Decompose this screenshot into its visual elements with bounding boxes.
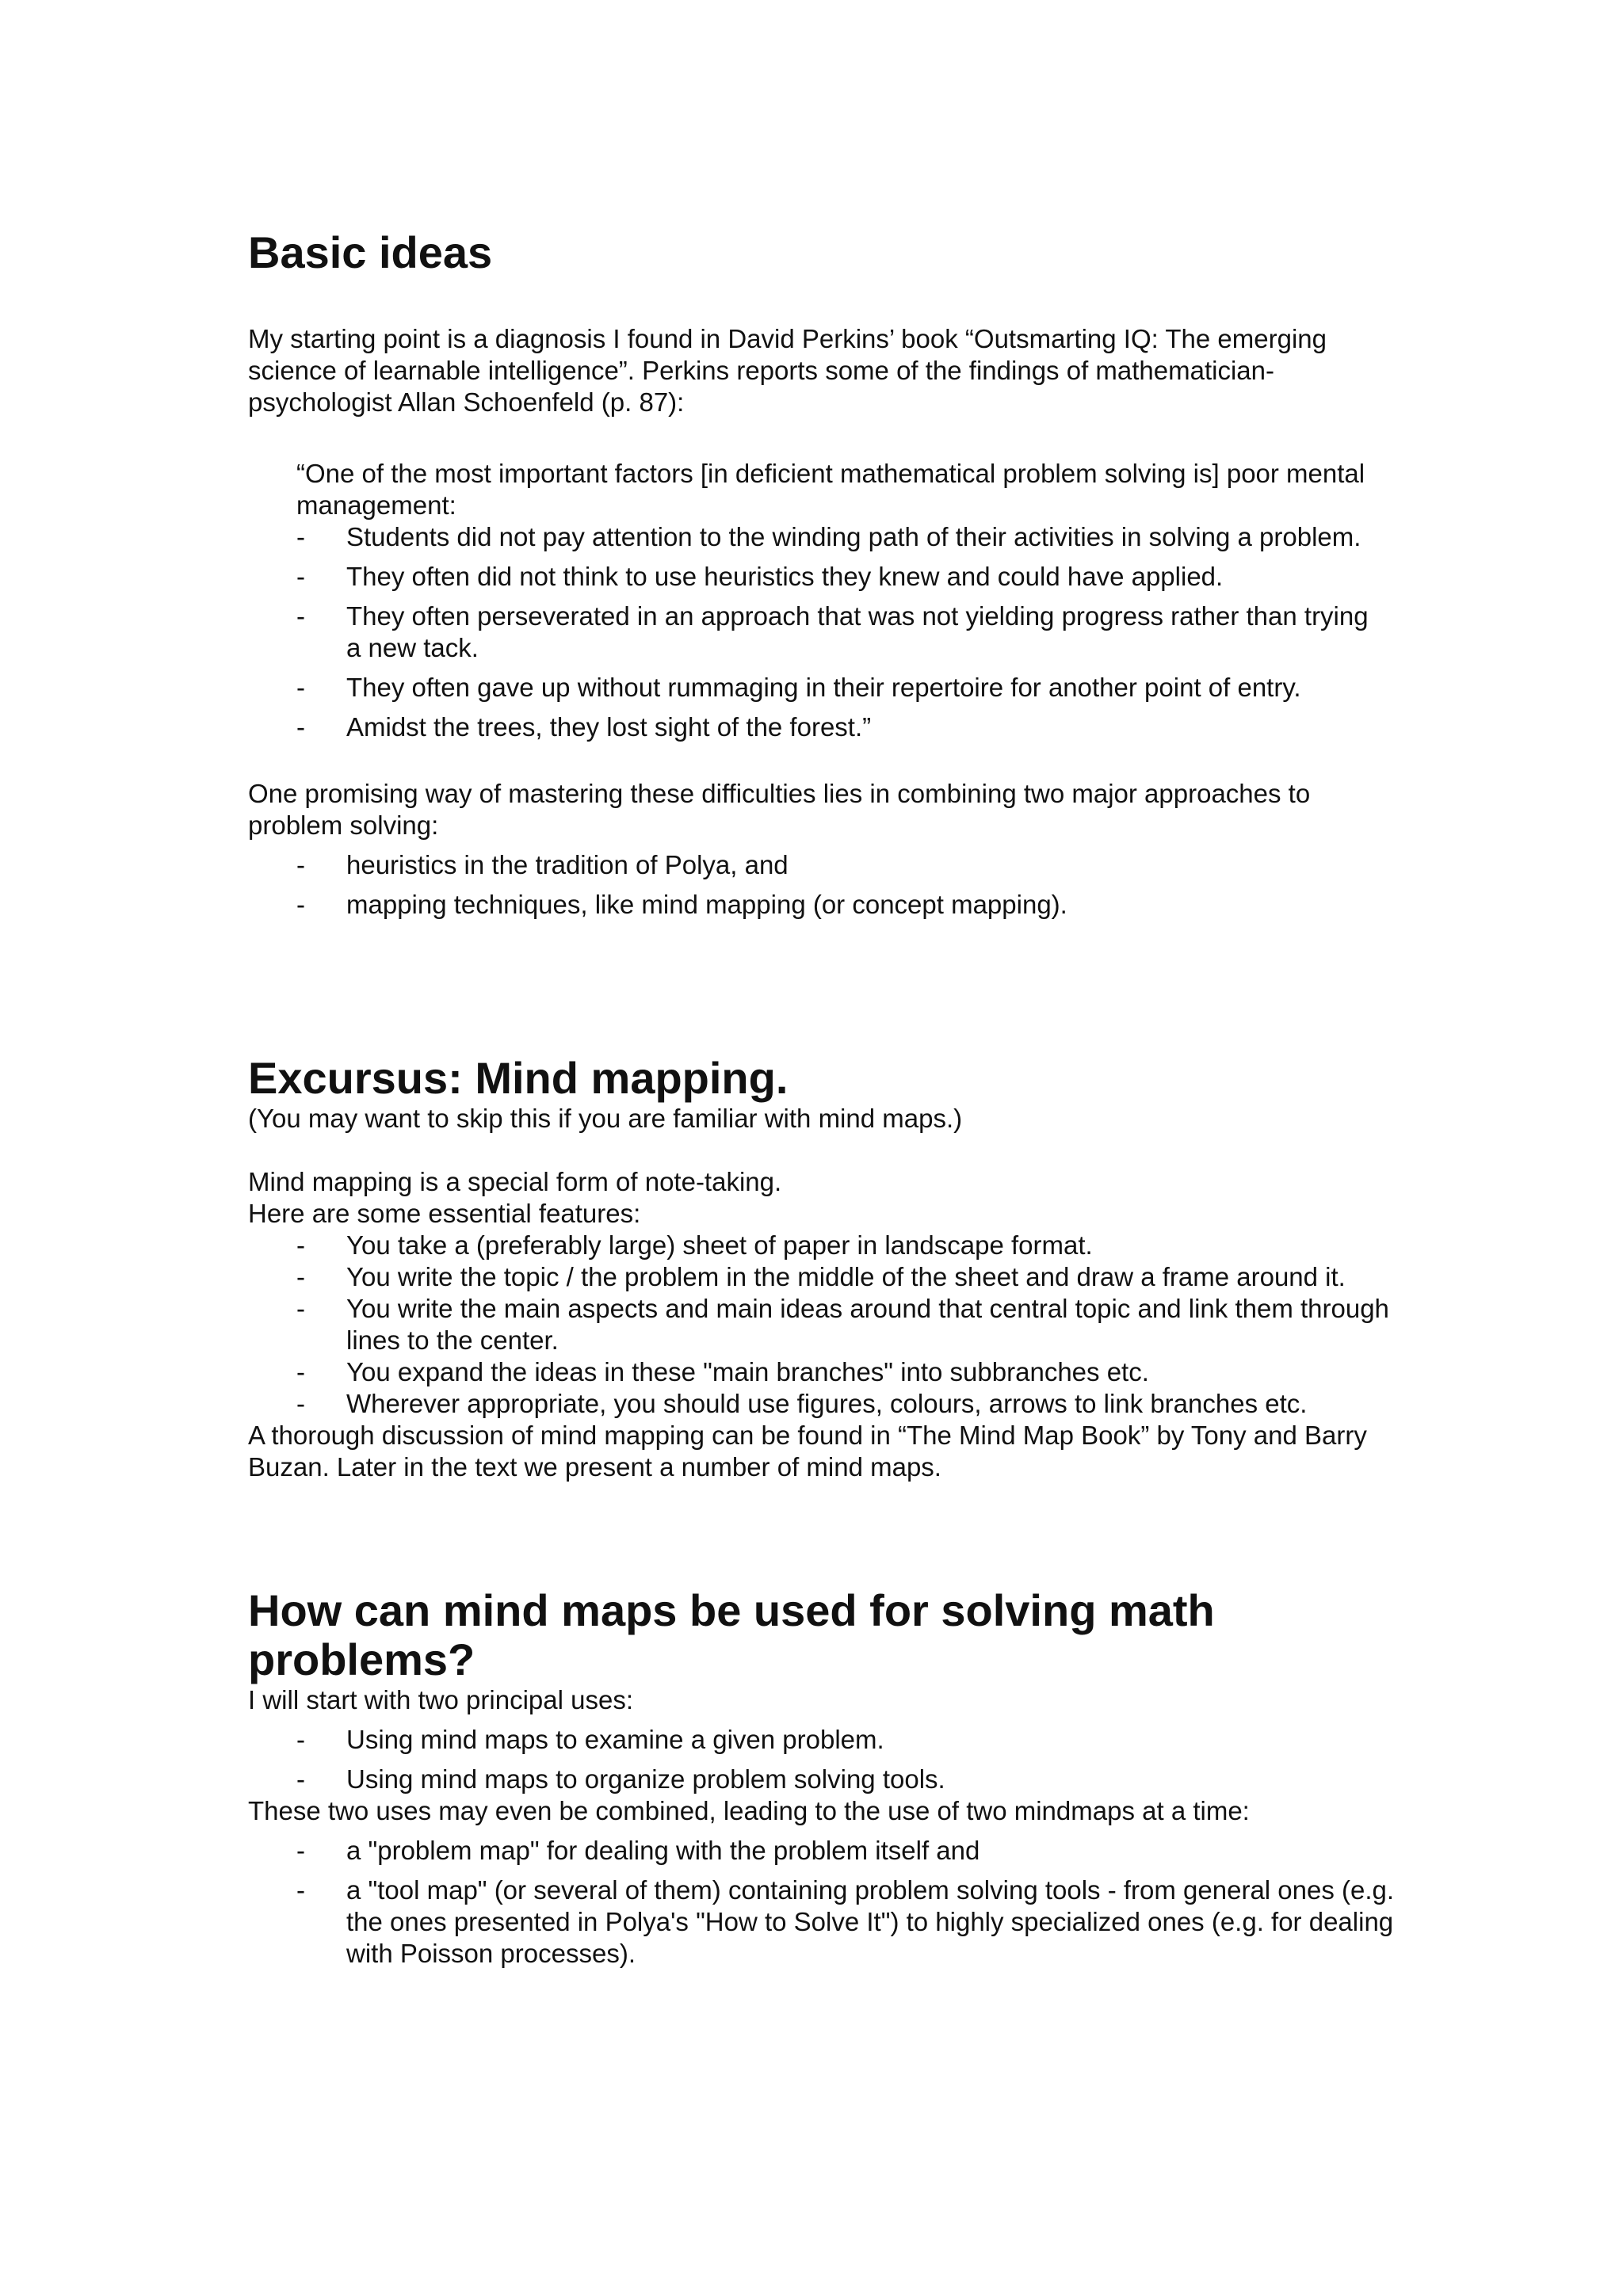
features-list (248, 1230, 1405, 1420)
list-item (248, 1356, 1405, 1388)
quote-lead: “One of the most important factors [in deficient mathematical problem solving is] poor mental management: (296, 459, 1365, 520)
list-item-text: You expand the ideas in these "main branches" into subbranches etc. (346, 1357, 1149, 1386)
list-item (296, 711, 1390, 743)
list-item-text: You write the main aspects and main ideas around that central topic and link them through lines to the center. (346, 1294, 1389, 1355)
section-excursus (248, 1054, 1405, 1483)
list-item (296, 561, 1390, 593)
paragraph-note-taking: Mind mapping is a special form of note-taking. (248, 1167, 782, 1196)
list-item (248, 1293, 1405, 1356)
dash-marker: - (296, 1230, 305, 1260)
list-item (248, 1230, 1405, 1261)
list-item (248, 1724, 1405, 1756)
list-item-text: mapping techniques, like mind mapping (or concept mapping). (346, 890, 1067, 919)
dash-marker: - (296, 673, 305, 702)
list-item-text: Wherever appropriate, you should use figures, colours, arrows to link branches etc. (346, 1389, 1308, 1418)
heading-how-can-mind-maps: How can mind maps be used for solving math problems? (248, 1585, 1215, 1684)
dash-marker: - (296, 890, 305, 919)
list-item-text: You write the topic / the problem in the middle of the sheet and draw a frame around it. (346, 1262, 1346, 1291)
paragraph-skip-note: (You may want to skip this if you are familiar with mind maps.) (248, 1104, 963, 1133)
list-item-text: They often gave up without rummaging in their repertoire for another point of entry. (346, 673, 1301, 702)
list-item (248, 1875, 1405, 1970)
list-item (248, 1388, 1405, 1420)
heading-basic-ideas: Basic ideas (248, 227, 493, 277)
dash-marker: - (296, 1357, 305, 1386)
dash-marker: - (296, 1725, 305, 1754)
dash-marker: - (296, 1294, 305, 1323)
list-item (296, 521, 1390, 553)
list-item (248, 1261, 1405, 1293)
dash-marker: - (296, 1764, 305, 1794)
list-item-text: Amidst the trees, they lost sight of the forest.” (346, 712, 872, 742)
list-item (248, 1835, 1405, 1867)
dash-marker: - (296, 1389, 305, 1418)
dash-marker: - (296, 1836, 305, 1865)
list-item-text: Students did not pay attention to the winding path of their activities in solving a problem. (346, 522, 1361, 551)
dash-marker: - (296, 1262, 305, 1291)
paragraph-promising: One promising way of mastering these difficulties lies in combining two major approaches to problem solving: (248, 779, 1311, 840)
section-basic-ideas (248, 228, 1390, 929)
list-item-text: Using mind maps to examine a given problem. (346, 1725, 884, 1754)
dash-marker: - (296, 522, 305, 551)
list-item-text: a "tool map" (or several of them) containing problem solving tools - from general ones (e.g. the ones presented in Polya's "How to Solve It") to highly specialized ones (e.g. for dealing with Poisson processes). (346, 1875, 1395, 1968)
dash-marker: - (296, 850, 305, 879)
dash-marker: - (296, 1875, 305, 1905)
list-item-text: Using mind maps to organize problem solving tools. (346, 1764, 945, 1794)
list-item-text: You take a (preferably large) sheet of paper in landscape format. (346, 1230, 1093, 1260)
list-item (296, 601, 1390, 664)
list-item-text: They often perseverated in an approach that was not yielding progress rather than trying a new tack. (346, 601, 1369, 662)
dash-marker: - (296, 712, 305, 742)
list-item (248, 849, 1390, 881)
list-item (248, 1764, 1405, 1795)
list-item (296, 672, 1390, 704)
approaches-list (248, 849, 1390, 921)
paragraph-combined: These two uses may even be combined, leading to the use of two mindmaps at a time: (248, 1796, 1250, 1825)
uses-list (248, 1724, 1405, 1795)
list-item-text: heuristics in the tradition of Polya, and (346, 850, 789, 879)
paragraph-intro: My starting point is a diagnosis I found in David Perkins’ book “Outsmarting IQ: The emerging science of learnable intelligence”. Perkins reports some of the findings of mathematician-psychologist Allan Schoenfeld (p. 87): (248, 324, 1327, 417)
heading-excursus: Excursus: Mind mapping. (248, 1053, 789, 1103)
list-item (248, 889, 1390, 921)
paragraph-principal-uses: I will start with two principal uses: (248, 1685, 633, 1714)
dash-marker: - (296, 601, 305, 631)
paragraph-buzan: A thorough discussion of mind mapping can be found in “The Mind Map Book” by Tony and Barry Buzan. Later in the text we present a number of mind maps. (248, 1421, 1367, 1482)
list-item-text: They often did not think to use heuristics they knew and could have applied. (346, 562, 1224, 591)
quote-list (296, 521, 1390, 743)
dash-marker: - (296, 562, 305, 591)
quote-block (296, 458, 1390, 743)
list-item-text: a "problem map" for dealing with the problem itself and (346, 1836, 980, 1865)
paragraph-features-intro: Here are some essential features: (248, 1199, 641, 1228)
section-how-can-mind-maps (248, 1586, 1405, 1978)
maps-list (248, 1835, 1405, 1970)
